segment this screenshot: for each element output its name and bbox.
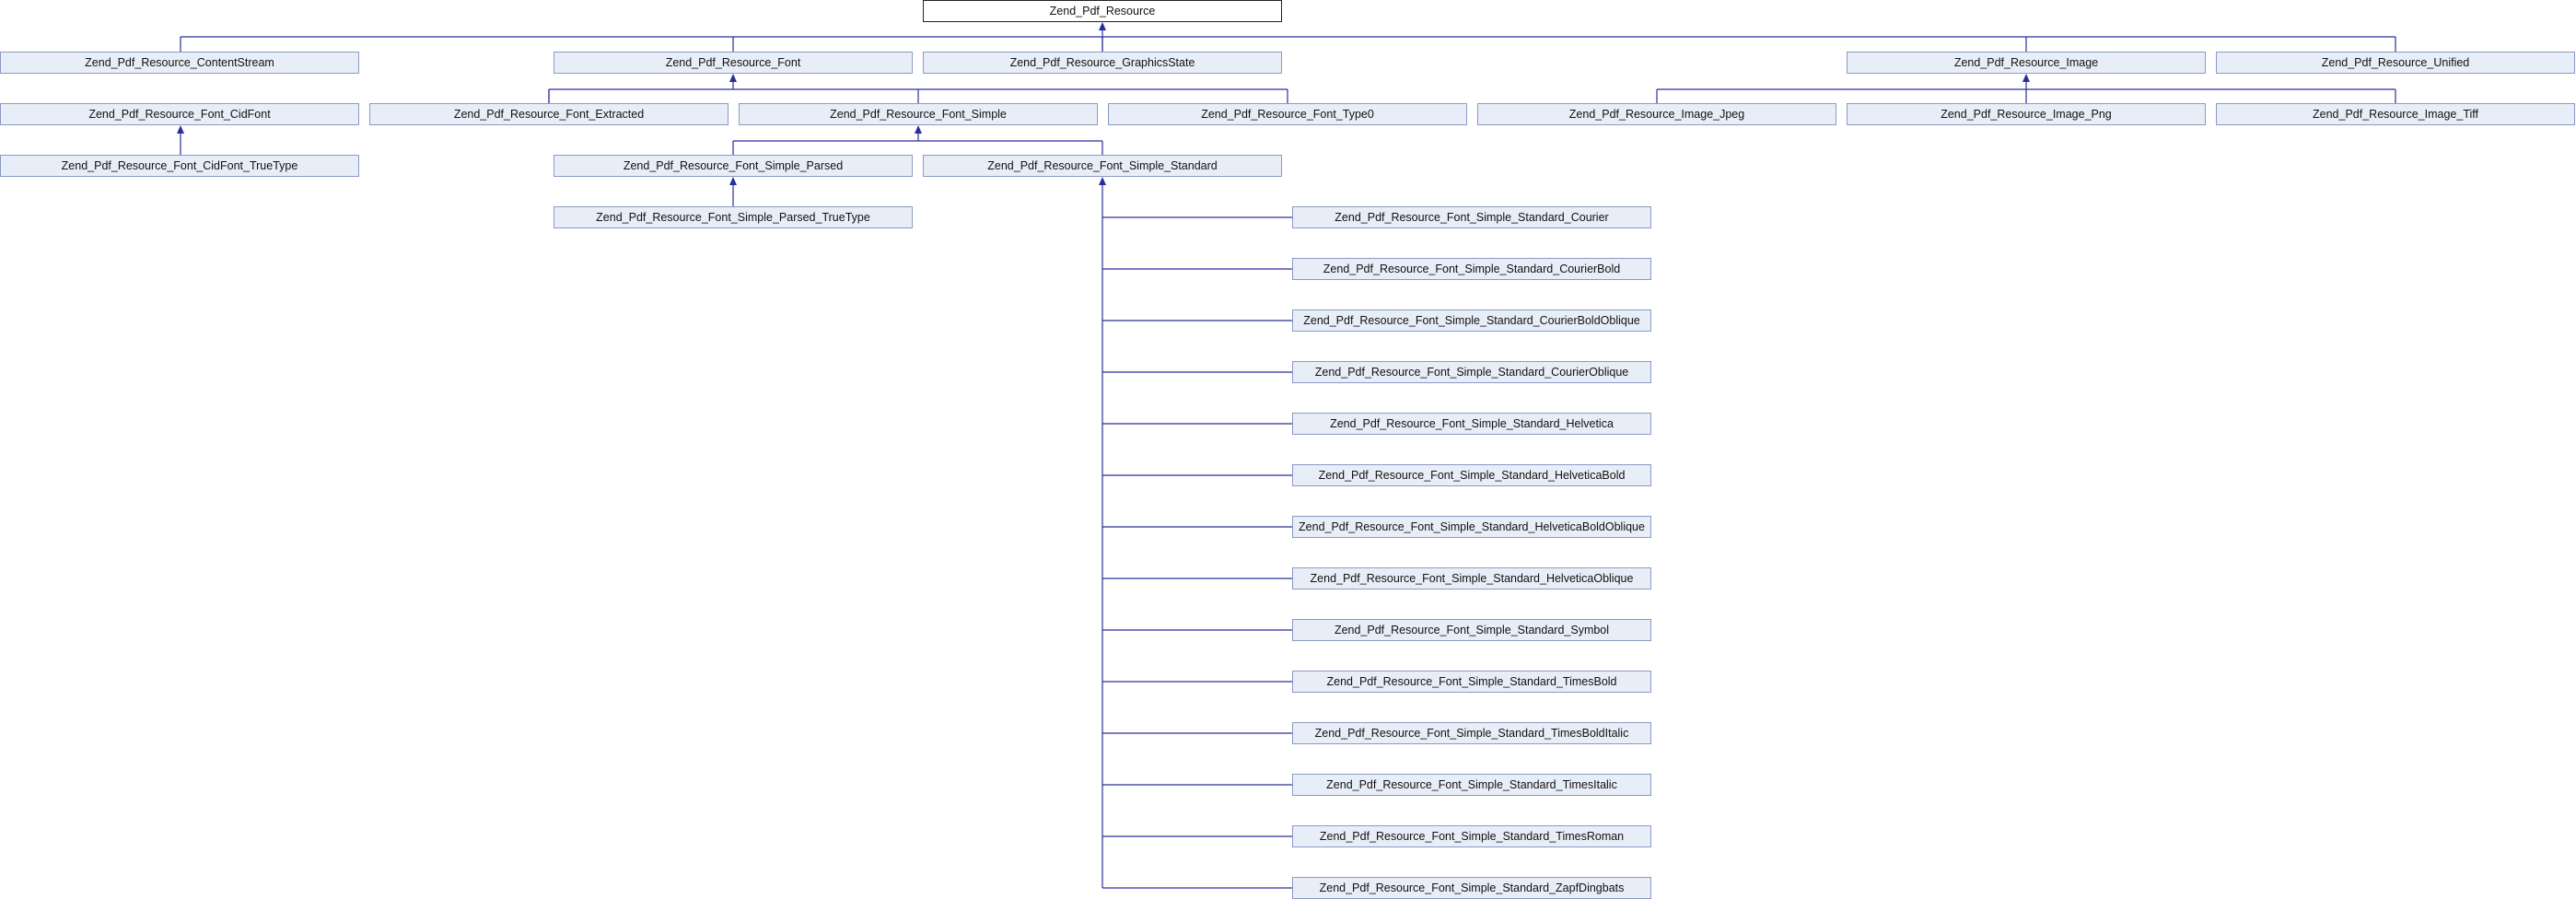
arrowhead-cidfont <box>177 125 184 134</box>
arrowhead-standard <box>1099 177 1106 185</box>
node-image-jpeg[interactable]: Zend_Pdf_Resource_Image_Jpeg <box>1477 103 1836 125</box>
node-parsed-truetype[interactable]: Zend_Pdf_Resource_Font_Simple_Parsed_TrueType <box>554 206 913 228</box>
node-standard-helveticaboldoblique[interactable]: Zend_Pdf_Resource_Font_Simple_Standard_HelveticaBoldOblique <box>1292 516 1651 538</box>
node-image-tiff[interactable]: Zend_Pdf_Resource_Image_Tiff <box>2216 103 2575 125</box>
arrowhead-parsed <box>729 177 737 185</box>
node-standard-helvetica[interactable]: Zend_Pdf_Resource_Font_Simple_Standard_Helvetica <box>1292 413 1651 435</box>
node-image-png[interactable]: Zend_Pdf_Resource_Image_Png <box>1847 103 2206 125</box>
arrowhead-font <box>729 74 737 82</box>
node-contentstream[interactable]: Zend_Pdf_Resource_ContentStream <box>0 52 359 74</box>
node-cidfont-truetype[interactable]: Zend_Pdf_Resource_Font_CidFont_TrueType <box>0 155 359 177</box>
node-standard-timesroman[interactable]: Zend_Pdf_Resource_Font_Simple_Standard_TimesRoman <box>1292 825 1651 847</box>
node-graphicsstate[interactable]: Zend_Pdf_Resource_GraphicsState <box>923 52 1282 74</box>
arrowhead-simple <box>915 125 922 134</box>
node-standard-courier[interactable]: Zend_Pdf_Resource_Font_Simple_Standard_Courier <box>1292 206 1651 228</box>
arrowhead-image <box>2022 74 2030 82</box>
node-standard-timesbolditalic[interactable]: Zend_Pdf_Resource_Font_Simple_Standard_TimesBoldItalic <box>1292 722 1651 744</box>
node-image[interactable]: Zend_Pdf_Resource_Image <box>1847 52 2206 74</box>
node-standard-helveticaoblique[interactable]: Zend_Pdf_Resource_Font_Simple_Standard_HelveticaOblique <box>1292 567 1651 590</box>
node-standard-timesbold[interactable]: Zend_Pdf_Resource_Font_Simple_Standard_TimesBold <box>1292 671 1651 693</box>
node-zend-pdf-resource[interactable]: Zend_Pdf_Resource <box>923 0 1282 22</box>
node-font[interactable]: Zend_Pdf_Resource_Font <box>554 52 913 74</box>
node-standard-timesitalic[interactable]: Zend_Pdf_Resource_Font_Simple_Standard_TimesItalic <box>1292 774 1651 796</box>
node-standard-helveticabold[interactable]: Zend_Pdf_Resource_Font_Simple_Standard_HelveticaBold <box>1292 464 1651 486</box>
node-font-cidfont[interactable]: Zend_Pdf_Resource_Font_CidFont <box>0 103 359 125</box>
node-font-extracted[interactable]: Zend_Pdf_Resource_Font_Extracted <box>369 103 729 125</box>
node-standard-zapfdingbats[interactable]: Zend_Pdf_Resource_Font_Simple_Standard_ZapfDingbats <box>1292 877 1651 899</box>
node-font-type0[interactable]: Zend_Pdf_Resource_Font_Type0 <box>1108 103 1467 125</box>
node-simple-standard[interactable]: Zend_Pdf_Resource_Font_Simple_Standard <box>923 155 1282 177</box>
node-simple-parsed[interactable]: Zend_Pdf_Resource_Font_Simple_Parsed <box>554 155 913 177</box>
node-standard-courierbold[interactable]: Zend_Pdf_Resource_Font_Simple_Standard_CourierBold <box>1292 258 1651 280</box>
arrowhead-root <box>1099 22 1106 30</box>
node-font-simple[interactable]: Zend_Pdf_Resource_Font_Simple <box>739 103 1098 125</box>
node-unified[interactable]: Zend_Pdf_Resource_Unified <box>2216 52 2575 74</box>
node-standard-courierboldoblique[interactable]: Zend_Pdf_Resource_Font_Simple_Standard_CourierBoldOblique <box>1292 309 1651 332</box>
node-standard-symbol[interactable]: Zend_Pdf_Resource_Font_Simple_Standard_Symbol <box>1292 619 1651 641</box>
node-standard-courieroblique[interactable]: Zend_Pdf_Resource_Font_Simple_Standard_CourierOblique <box>1292 361 1651 383</box>
